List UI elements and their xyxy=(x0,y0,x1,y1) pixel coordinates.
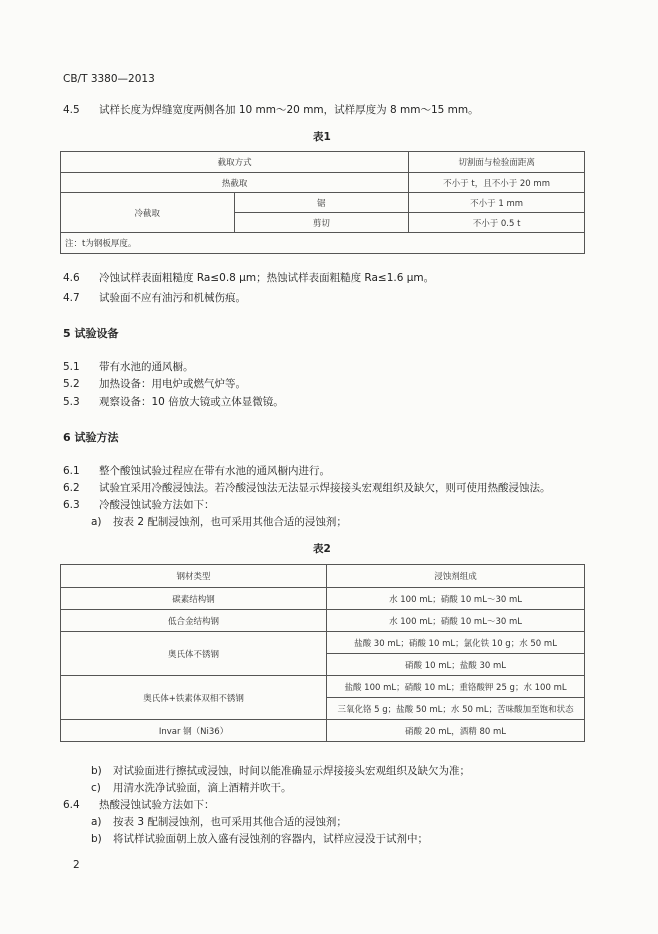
table1-cell-saw: 锯 xyxy=(234,193,409,213)
list-text: 按表 3 配制浸蚀剂，也可采用其他合适的浸蚀剂； xyxy=(113,816,347,828)
table1-cell-cold-method: 冷截取 xyxy=(61,193,235,233)
clause-number: 6.1 xyxy=(63,465,80,477)
clause-number: 6.3 xyxy=(63,499,80,511)
table2-cell-type: 奥氏体+铁素体双相不锈钢 xyxy=(61,676,327,720)
clause-number: 4.7 xyxy=(63,292,80,304)
clause-text: 热酸浸蚀试验方法如下： xyxy=(99,799,215,811)
clause-number: 6.4 xyxy=(63,799,80,811)
table1-note: 注：t为钢板厚度。 xyxy=(61,233,585,254)
clause-text: 加热设备：用电炉或燃气炉等。 xyxy=(99,378,246,390)
section-6-title: 6 试验方法 xyxy=(63,431,119,444)
clause-5-3 xyxy=(63,395,284,409)
clause-text: 冷蚀试样表面粗糙度 Ra≤0.8 μm；热蚀试样表面粗糙度 Ra≤1.6 μm。 xyxy=(99,272,435,284)
table2-cell-etchant: 盐酸 30 mL；硝酸 10 mL；氯化铁 10 g；水 50 mL xyxy=(327,632,585,654)
list-text: 将试样试验面朝上放入盛有浸蚀剂的容器内，试样应浸没于试剂中； xyxy=(113,833,428,845)
table2-header-etchant: 浸蚀剂组成 xyxy=(327,565,585,588)
clause-6-1 xyxy=(63,464,330,478)
standard-code: CB/T 3380—2013 xyxy=(63,73,155,85)
list-marker: b) xyxy=(91,765,102,777)
clause-number: 5.1 xyxy=(63,361,80,373)
clause-5-2 xyxy=(63,377,246,391)
table2-cell-etchant: 水 100 mL；硝酸 10 mL～30 mL xyxy=(327,588,585,610)
clause-6-4 xyxy=(63,798,215,812)
page-number: 2 xyxy=(73,859,80,871)
table2-caption: 表2 xyxy=(313,543,331,555)
clause-number: 5.2 xyxy=(63,378,80,390)
table1-header-distance: 切割面与检验面距离 xyxy=(409,152,585,173)
clause-text: 整个酸蚀试验过程应在带有水池的通风橱内进行。 xyxy=(99,465,330,477)
clause-text: 冷酸浸蚀试验方法如下： xyxy=(99,499,215,511)
clause-6-4-a xyxy=(91,815,347,829)
table1-caption: 表1 xyxy=(313,131,331,143)
table2-cell-etchant: 硝酸 10 mL；盐酸 30 mL xyxy=(327,654,585,676)
table2 xyxy=(60,564,585,742)
table2-cell-type: Invar 钢（Ni36） xyxy=(61,720,327,742)
table2-header-type: 钢材类型 xyxy=(61,565,327,588)
clause-6-2 xyxy=(63,481,551,495)
table2-cell-type: 碳素结构钢 xyxy=(61,588,327,610)
table2-cell-etchant: 水 100 mL；硝酸 10 mL～30 mL xyxy=(327,610,585,632)
clause-text: 试样长度为焊缝宽度两侧各加 10 mm～20 mm，试样厚度为 8 mm～15 mm。 xyxy=(99,104,479,116)
clause-4-7 xyxy=(63,291,246,305)
clause-number: 4.5 xyxy=(63,104,80,116)
clause-6-3-c xyxy=(91,781,292,795)
section-5-title: 5 试验设备 xyxy=(63,327,119,340)
list-marker: c) xyxy=(91,782,101,794)
table2-cell-etchant: 三氧化铬 5 g；盐酸 50 mL；水 50 mL；苦味酸加至饱和状态 xyxy=(327,698,585,720)
list-text: 用清水洗净试验面，滴上酒精并吹干。 xyxy=(113,782,292,794)
table1-cell-hot-distance: 不小于 t，且不小于 20 mm xyxy=(409,173,585,193)
list-text: 按表 2 配制浸蚀剂，也可采用其他合适的浸蚀剂； xyxy=(113,516,347,528)
clause-4-6 xyxy=(63,271,434,285)
table2-cell-etchant: 硝酸 20 mL，酒精 80 mL xyxy=(327,720,585,742)
table2-cell-etchant: 盐酸 100 mL；硝酸 10 mL；重铬酸钾 25 g；水 100 mL xyxy=(327,676,585,698)
clause-6-3-a xyxy=(91,515,347,529)
clause-text: 带有水池的通风橱。 xyxy=(99,361,194,373)
clause-6-3-b xyxy=(91,764,470,778)
clause-number: 4.6 xyxy=(63,272,80,284)
list-marker: a) xyxy=(91,516,102,528)
clause-number: 6.2 xyxy=(63,482,80,494)
clause-text: 观察设备：10 倍放大镜或立体显微镜。 xyxy=(99,396,284,408)
table1-header-method: 截取方式 xyxy=(61,152,409,173)
table1-cell-hot-method: 热截取 xyxy=(61,173,409,193)
list-text: 对试验面进行擦拭或浸蚀，时间以能准确显示焊接接头宏观组织及缺欠为准； xyxy=(113,765,470,777)
clause-text: 试验宜采用冷酸浸蚀法。若冷酸浸蚀法无法显示焊接接头宏观组织及缺欠，则可使用热酸浸蚀法。 xyxy=(99,482,551,494)
table1-cell-saw-distance: 不小于 1 mm xyxy=(409,193,585,213)
clause-5-1 xyxy=(63,360,194,374)
list-marker: b) xyxy=(91,833,102,845)
clause-text: 试验面不应有油污和机械伤痕。 xyxy=(99,292,246,304)
clause-number: 5.3 xyxy=(63,396,80,408)
clause-4-5 xyxy=(63,103,479,117)
table2-cell-type: 奥氏体不锈钢 xyxy=(61,632,327,676)
clause-6-3 xyxy=(63,498,215,512)
clause-6-4-b xyxy=(91,832,428,846)
table2-cell-type: 低合金结构钢 xyxy=(61,610,327,632)
table1-cell-shear: 剪切 xyxy=(234,213,409,233)
list-marker: a) xyxy=(91,816,102,828)
table1 xyxy=(60,151,585,254)
table1-cell-shear-distance: 不小于 0.5 t xyxy=(409,213,585,233)
